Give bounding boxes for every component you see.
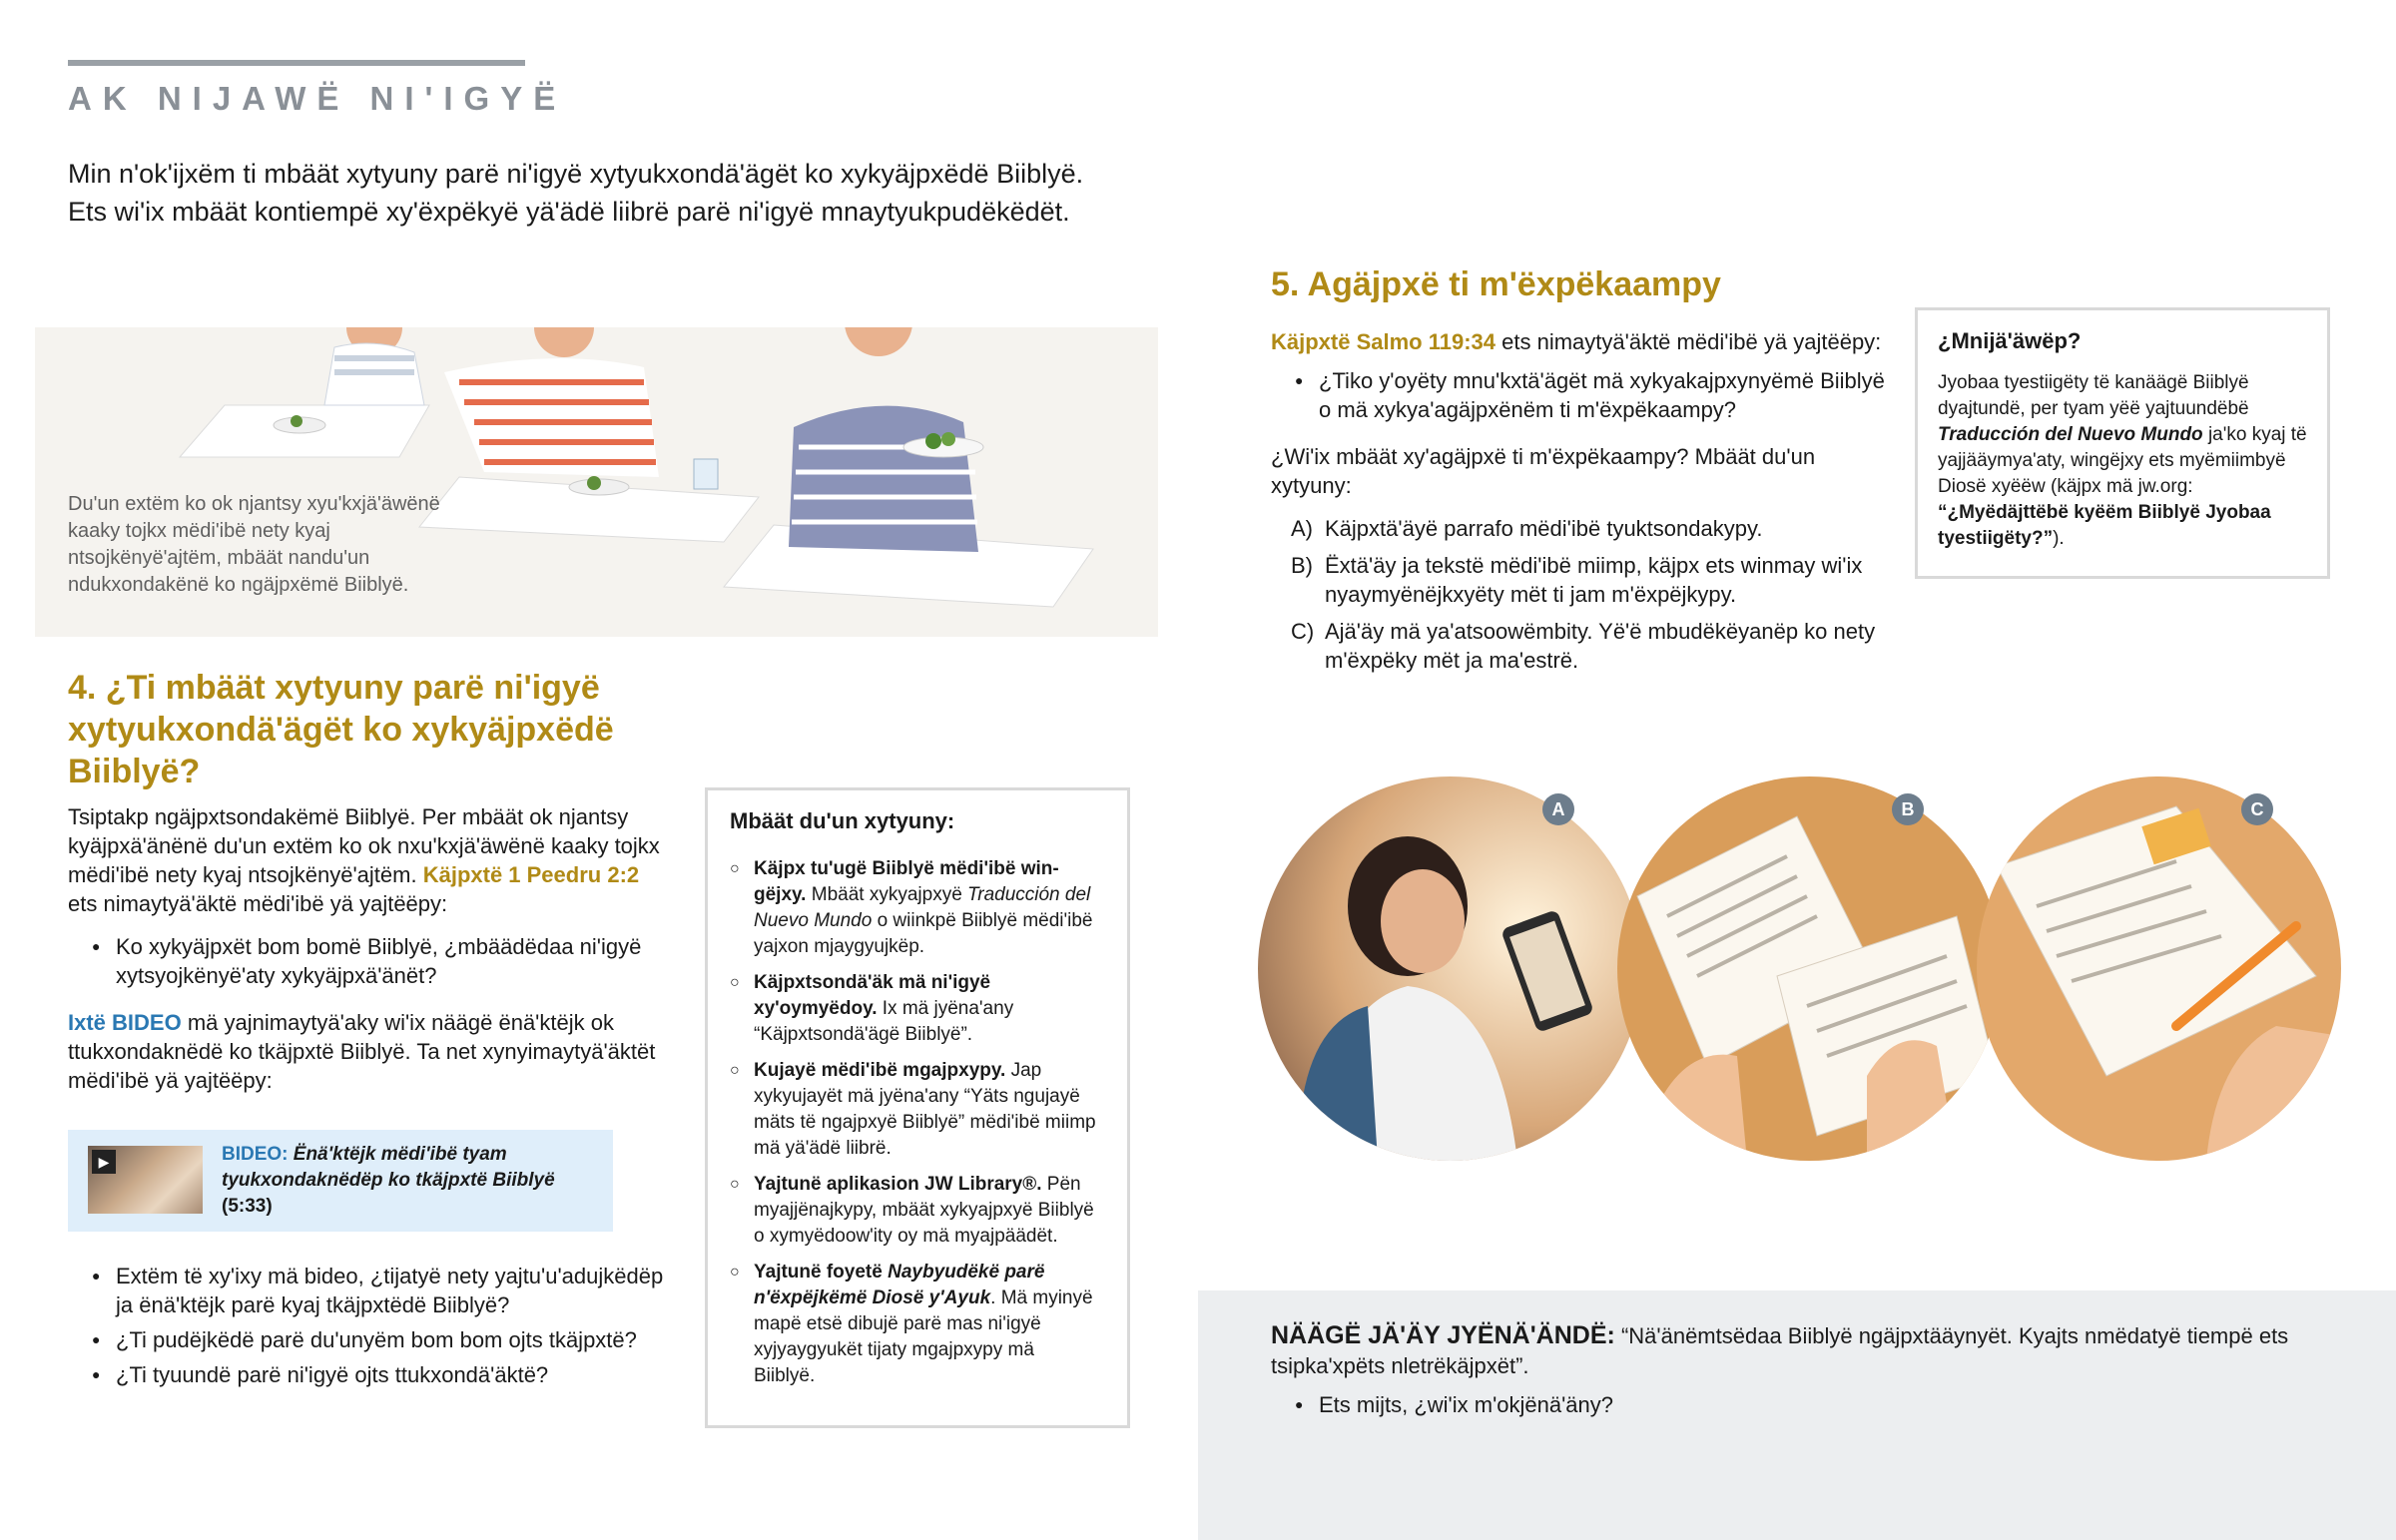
- top-rule: [68, 60, 525, 66]
- list-item: ● Extëm të xy'ixy mä bideo, ¿tijatyë nety yajtu'u'adujkëdëp ja ënä'ktëjk parë kyaj tkäjpxtëdë Biiblyë?: [68, 1262, 667, 1319]
- list-item: ● Ko xykyäjpxët bom bomë Biiblyë, ¿mbäädëdaa ni'igyë xytsyojkënyë'aty xykyäjpxä'änët?: [68, 932, 667, 990]
- sidebox-italic: Traducción del Nuevo Mundo: [1938, 424, 2203, 445]
- photo-c-art: [1977, 776, 2341, 1161]
- option-text: Ajä'äy mä ya'atsoowëmbity. Yë'ë mbudëkëyanëp ko nety m'ëxpëky mët ja ma'estrë.: [1325, 619, 1876, 673]
- tip-bold: Yajtunë aplikasion JW Library®.: [754, 1174, 1042, 1195]
- photo-b-art: [1617, 776, 2002, 1161]
- section-4-paragraph-2-text: mä yajnimaytyä'aky wi'ix näägë ënä'ktëjk ok ttukxondaknëdë ko tkäjpxtë Biiblyë. Ta net xynyimaytyä'äktët mëdi'ibë yä yajtëëpy:: [68, 1010, 656, 1093]
- photo-b-badge: B: [1892, 793, 1924, 825]
- section-4-paragraph-1: [68, 802, 667, 918]
- photo-a-badge: A: [1542, 793, 1574, 825]
- photo-b-open-bible: [1617, 776, 2002, 1161]
- tip-text: Mbäät xykyajpxyë: [806, 884, 968, 905]
- list-item: [730, 1058, 1099, 1162]
- intro-text: [68, 155, 1186, 231]
- list-item: [730, 970, 1099, 1048]
- video-title: Ënä'ktëjk mëdi'ibë tyam tyukxondaknëdëp ko tkäjpxtë Biiblyë: [222, 1144, 555, 1191]
- option-letter: C): [1291, 619, 1315, 644]
- did-you-know-box: [1915, 307, 2330, 579]
- section-5-text: ets nimaytyä'äktë mëdi'ibë yä yajtëëpy:: [1501, 329, 1882, 354]
- tips-list: [730, 856, 1099, 1399]
- tip-bold: Käjpxtsondä'äk mä ni'igyë xy'oymyëdoy.: [754, 972, 991, 1019]
- tip-text: Jap xykyujayët mä jyëna'any “Yäts ngujayë mäts të ngajpxyë Biiblyë” mëdi'ibë miimp mä yä'ädë liibrë.: [754, 1060, 1096, 1159]
- tip-bold: Käjpx tu'ugë Biiblyë mëdi'ibë wingëjxy.: [754, 858, 1059, 905]
- scripture-reference-link[interactable]: Käjpxtë Salmo 119:34: [1271, 329, 1497, 354]
- list-item: [730, 1172, 1099, 1250]
- list-item: [730, 1260, 1099, 1389]
- quote-question-list: [1271, 1390, 2169, 1425]
- option-a: [1271, 514, 1900, 543]
- tip-italic: Traducción del Nuevo Mundo: [754, 884, 1091, 931]
- option-letter: A): [1291, 516, 1313, 541]
- option-text: Ëxtä'äy ja tekstë mëdi'ibë miimp, käjpx ets winmay wi'ix nyaymyënëjkxyëty mët ti jam m'ëxpëjkypy.: [1325, 553, 1863, 607]
- tip-text: . Mä myinyë mapë etsë dibujë parë mas ni'igyë xyjyaygyukët tijaty mgajpxypy mä Biiblyë.: [754, 1287, 1093, 1386]
- section-5-paragraph-2: ¿Wi'ix mbäät xy'agäjpxë ti m'ëxpëkaampy? Mbäät du'un xytyuny:: [1271, 444, 1816, 498]
- option-letter: B): [1291, 553, 1313, 578]
- intro-line-2: Ets wi'ix mbäät kontiempë xy'ëxpëkyë yä'ädë liibrë parë ni'igyë mnaytyukpudëkëdët.: [68, 197, 1070, 227]
- option-c: [1271, 617, 1900, 675]
- tip-text: Ix mä jyëna'any “Käjpxtsondä'ägë Biiblyë”.: [754, 998, 1014, 1045]
- did-you-know-title: ¿Mnijä'äwëp?: [1938, 328, 2082, 353]
- sidebox-text-end: ).: [2053, 528, 2065, 549]
- video-card[interactable]: [68, 1130, 613, 1232]
- sidebox-text-mid: ja'ko kyaj të yajjääymya'aty, wingëjxy ets myëmiimbyë Diosë xyëëw (käjpx mä jw.org:: [1938, 424, 2307, 497]
- tip-bold-italic: Naybyudëkë parë n'ëxpëjkëmë Diosë y'Ayuk: [754, 1262, 1045, 1308]
- intro-line-1: Min n'ok'ijxëm ti mbäät xytyuny parë ni'igyë xytyukxondä'ägët ko xykyäjpxëdë Biiblyë.: [68, 159, 1084, 189]
- tips-box-title: Mbäät du'un xytyuny:: [730, 808, 955, 833]
- quote-text: [1271, 1320, 2349, 1381]
- video-thumbnail[interactable]: [88, 1146, 203, 1214]
- list-item: ● Ets mijts, ¿wi'ix m'okjënä'äny?: [1271, 1390, 2169, 1419]
- tip-text: Pën myajjënajkypy, mbäät xykyajpxyë Biiblyë o xymyëdoow'ity oy mä myajpäädët.: [754, 1174, 1094, 1247]
- quote-panel: [1198, 1290, 2396, 1540]
- list-item: ● ¿Ti pudëjkëdë parë du'unyëm bom bom ojts tkäjpxtë?: [68, 1325, 667, 1354]
- list-item: ● ¿Tiko y'oyëty mnu'kxtä'ägët mä xykyakajpxynyëmë Biiblyë o mä xykya'agäjpxënëm ti m'ëxpëkaampy?: [1271, 366, 1900, 424]
- photo-a-reading-phone: [1258, 776, 1642, 1161]
- did-you-know-text: [1938, 370, 2307, 552]
- section-4-paragraph-2: [68, 1008, 667, 1095]
- photo-c-writing-notes: [1977, 776, 2341, 1161]
- scripture-reference-link[interactable]: Käjpxtë 1 Peedru 2:2: [422, 862, 640, 887]
- section-5-question-list: [1271, 366, 1900, 424]
- video-label: BIDEO:: [222, 1144, 289, 1165]
- list-item: ● ¿Ti tyuundë parë ni'igyë ojts ttukxondä'äktë?: [68, 1360, 667, 1389]
- video-link[interactable]: Ixtë BIDEO: [68, 1010, 182, 1035]
- option-text: Käjpxtä'äyë parrafo mëdi'ibë tyuktsondakypy.: [1325, 516, 1763, 541]
- video-text[interactable]: [222, 1142, 601, 1220]
- section-5-paragraph-1: [1271, 327, 1900, 356]
- quote-lead: NÄÄGË JÄ'ÄY JYËNÄ'ÄNDË:: [1271, 1321, 1615, 1349]
- section-5-options: [1271, 514, 1900, 675]
- play-icon[interactable]: ▶: [92, 1150, 116, 1174]
- tip-text-end: o wiinkpë Biiblyë mëdi'ibë yajxon mjaygyujkëp.: [754, 910, 1093, 957]
- lesson-kicker: AK NIJAWË NI'IGYË: [68, 80, 567, 117]
- list-item: [730, 856, 1099, 960]
- video-duration: (5:33): [222, 1196, 273, 1217]
- section-5-body: [1271, 327, 1900, 683]
- section-4-body: [68, 802, 667, 1095]
- illustration-caption: Du'un extëm ko ok njantsy xyu'kxjä'äwënë kaaky tojkx mëdi'ibë nety kyaj ntsojkënyë'ajtëm, mbäät nandu'un ndukxondakënë ko ngäjpxëmë Biiblyë.: [68, 493, 440, 596]
- option-b: [1271, 551, 1900, 609]
- section-4-text-tail: ets nimaytyä'äktë mëdi'ibë yä yajtëëpy:: [68, 891, 448, 916]
- section-5-heading: 5. Agäjpxë ti m'ëxpëkaampy: [1271, 265, 1721, 303]
- quote-body: “Nä'änëmtsëdaa Biiblyë ngäjpxtääynyët. Kyajts nmëdatyë tiempë ets tsipka'xpëts nletrëkäjpxët”.: [1271, 1323, 2289, 1378]
- sidebox-text: Jyobaa tyestiigëty të kanäägë Biiblyë dyajtundë, per tyam yëë yajtuundëbë: [1938, 372, 2249, 419]
- section-4-heading: 4. ¿Ti mbäät xytyuny parë ni'igyë xytyukxondä'ägët ko xykyäjpxëdë Biiblyë?: [68, 669, 614, 790]
- section-4-question-list-1: [68, 932, 667, 990]
- tip-bold: Kujayë mëdi'ibë mgajpxypy.: [754, 1060, 1006, 1081]
- photo-c-badge: C: [2241, 793, 2273, 825]
- section-4-question-list-2: [68, 1262, 667, 1395]
- photo-a-art: [1258, 776, 1642, 1161]
- sidebox-article-link[interactable]: “¿Myëdäjttëbë kyëëm Biiblyë Jyobaa tyestiigëty?”: [1938, 502, 2271, 549]
- tips-box: [705, 787, 1130, 1428]
- section-4-text: Tsiptakp ngäjpxtsondakëmë Biiblyë. Per mbäät ok njantsy kyäjpxä'änënë du'un extëm ko ok nxu'kxjä'äwënë kaaky tojkx mëdi'ibë nety kyaj ntsojkënyë'ajtëm.: [68, 804, 660, 887]
- tip-bold: Yajtunë foyetë: [754, 1262, 889, 1283]
